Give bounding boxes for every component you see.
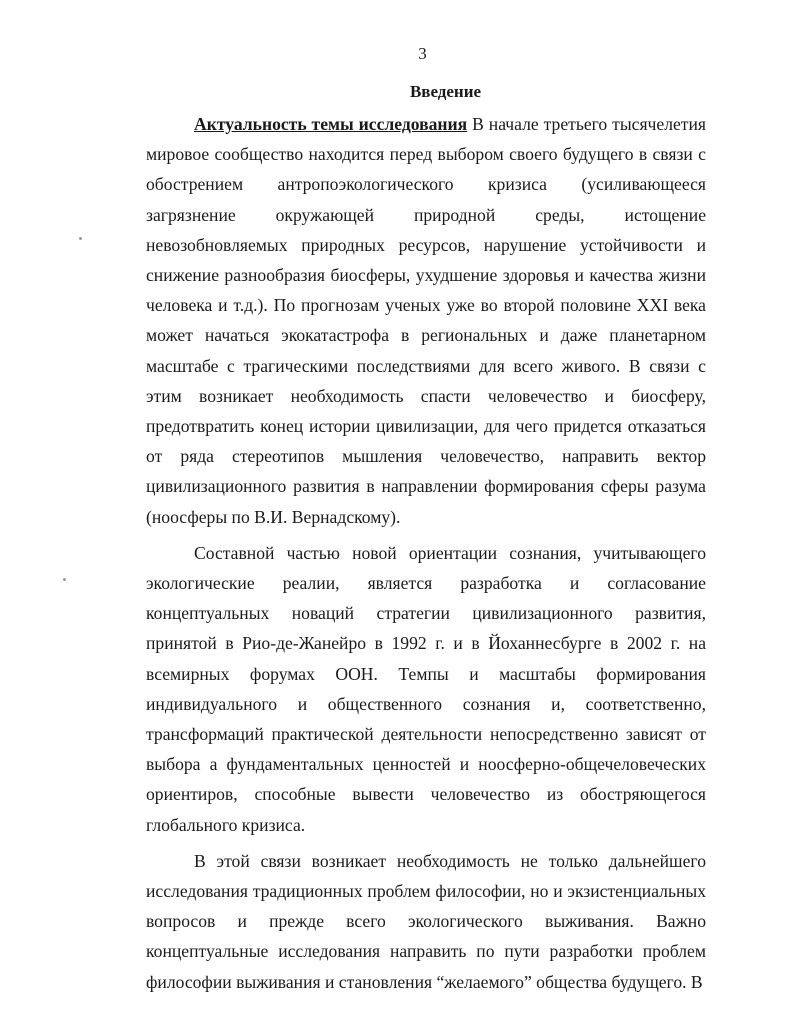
paragraph-text: В начале третьего тысячелетия мировое сообщество находится перед выбором своего будущего в связи с обострением антропоэкологического кризиса (усиливающееся загрязнение окружающей природной среды, истощение невозобновляемых природных ресурсов, нарушение устойчивости и снижение разнообразия биосферы, ухудшение здоровья и качества жизни человека и т.д.). По прогнозам ученых уже во второй половине XXI века может начаться экокатастрофа в региональных и даже планетарном масштабе с трагическими последствиями для всего живого. В связи с этим возникает необходимость спасти человечество и биосферу, предотвратить конец истории цивилизации, для чего придется отказаться от ряда стереотипов мышления человечество, направить вектор цивилизационного развития в направлении формирования сферы разума (ноосферы по В.И. Вернадскому). xyxy=(146,114,706,527)
scan-speck xyxy=(79,237,82,240)
body-text xyxy=(146,109,706,997)
paragraph-orientation: Составной частью новой ориентации сознания, учитывающего экологические реалии, является разработка и согласование концептуальных новаций стратегии цивилизационного развития, принятой в Рио-де-Жанейро в 1992 г. и в Йоханнесбурге в 2002 г. на всемирных форумах ООН. Темпы и масштабы формирования индивидуального и общественного сознания и, соответственно, трансформаций практической деятельности непосредственно зависят от выбора а фундаментальных ценностей и ноосферно-общечеловеческих ориентиров, способные вывести человечество из обостряющегося глобального кризиса. xyxy=(146,542,706,835)
section-heading: Введение xyxy=(409,82,482,101)
paragraph-survival: В этой связи возникает необходимость не только дальнейшего исследования традиционных проблем философии, но и экзистенциальных вопросов и прежде всего экологического выживания. Важно концептуальные исследования направить по пути разработки проблем философии выживания и становления “желаемого” общества будущего. В xyxy=(146,850,706,992)
topic-label: Актуальность темы исследования xyxy=(194,114,468,134)
page-number: 3 xyxy=(418,44,427,63)
paragraph-relevance xyxy=(146,109,706,532)
scan-speck xyxy=(63,578,66,581)
